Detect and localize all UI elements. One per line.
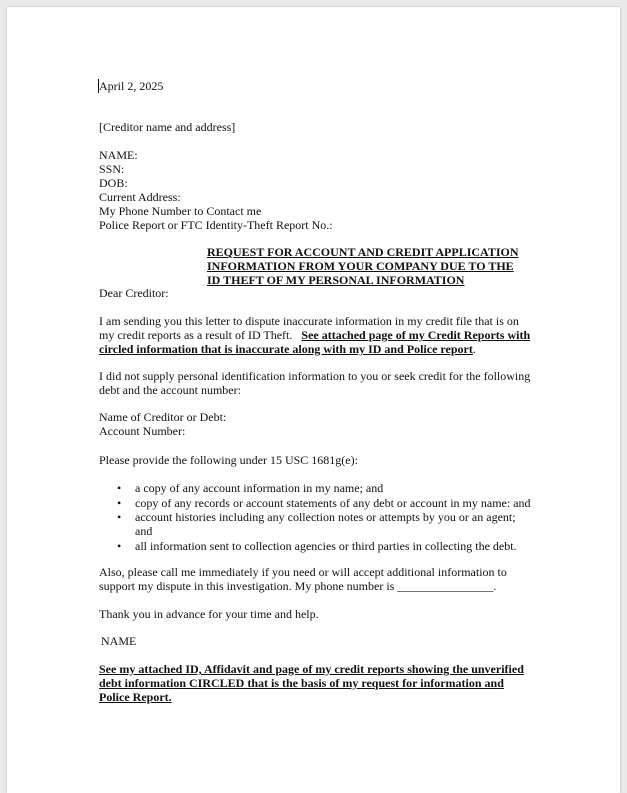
signature-name[interactable]: NAME — [101, 634, 137, 648]
bullet-icon: • — [117, 510, 122, 524]
closing-line-1[interactable]: See my attached ID, Affidavit and page of my credit reports showing the unverified — [99, 662, 524, 676]
subject-line-3[interactable]: ID THEFT OF MY PERSONAL INFORMATION — [207, 273, 465, 287]
para2-line2[interactable]: debt and the account number: — [99, 383, 241, 397]
bullet-item-3-cont[interactable]: and — [135, 524, 153, 538]
bullet-icon: • — [117, 539, 122, 553]
field-name[interactable]: NAME: — [99, 148, 138, 162]
bullet-icon: • — [117, 496, 122, 510]
para1-line2-bold: See attached page of my Credit Reports with — [301, 328, 531, 342]
field-ssn[interactable]: SSN: — [99, 162, 125, 176]
document-page — [7, 7, 620, 793]
field-phone[interactable]: My Phone Number to Contact me — [99, 204, 262, 218]
subject-line-2[interactable]: INFORMATION FROM YOUR COMPANY DUE TO THE — [207, 259, 514, 273]
closing-line-2[interactable]: debt information CIRCLED that is the basis of my request for information and — [99, 676, 504, 690]
subject-line-1[interactable]: REQUEST FOR ACCOUNT AND CREDIT APPLICATION — [207, 245, 519, 259]
creditor-placeholder[interactable]: [Creditor name and address] — [99, 120, 236, 134]
debt-field-account[interactable]: Account Number: — [99, 424, 186, 438]
provide-intro[interactable]: Please provide the following under 15 USC 1681g(e): — [99, 453, 358, 467]
para1-line2[interactable] — [99, 328, 530, 342]
bullet-item-3[interactable]: account histories including any collection notes or attempts by you or an agent; — [135, 510, 516, 524]
bullet-item-1[interactable]: a copy of any account information in my name; and — [135, 481, 384, 495]
para3-line2[interactable]: support my dispute in this investigation. My phone number is ________________. — [99, 579, 497, 593]
para2-line1[interactable]: I did not supply personal identification information to you or seek credit for the following — [99, 369, 531, 383]
letter-date[interactable]: April 2, 2025 — [99, 79, 164, 93]
bullet-item-2[interactable]: copy of any records or account statements of any debt or account in my name: and — [135, 496, 531, 510]
para1-line1[interactable]: I am sending you this letter to dispute inaccurate information in my credit file that is on — [99, 314, 519, 328]
debt-field-creditor[interactable]: Name of Creditor or Debt: — [99, 410, 227, 424]
thanks-line[interactable]: Thank you in advance for your time and help. — [99, 607, 319, 621]
field-dob[interactable]: DOB: — [99, 176, 128, 190]
field-police-report[interactable]: Police Report or FTC Identity-Theft Report No.: — [99, 218, 333, 232]
para1-line3[interactable] — [99, 342, 476, 356]
closing-line-3[interactable]: Police Report. — [99, 690, 172, 704]
bullet-icon: • — [117, 481, 122, 495]
salutation[interactable]: Dear Creditor: — [99, 286, 169, 300]
para3-line1[interactable]: Also, please call me immediately if you need or will accept additional information to — [99, 565, 507, 579]
para1-line3-end: . — [472, 342, 476, 356]
para1-line2-plain: my credit reports as a result of ID Theft. — [99, 328, 302, 342]
bullet-item-4[interactable]: all information sent to collection agencies or third parties in collecting the debt. — [135, 539, 517, 553]
para1-line3-bold: circled information that is inaccurate along with my ID and Police report — [99, 342, 473, 356]
field-address[interactable]: Current Address: — [99, 190, 181, 204]
